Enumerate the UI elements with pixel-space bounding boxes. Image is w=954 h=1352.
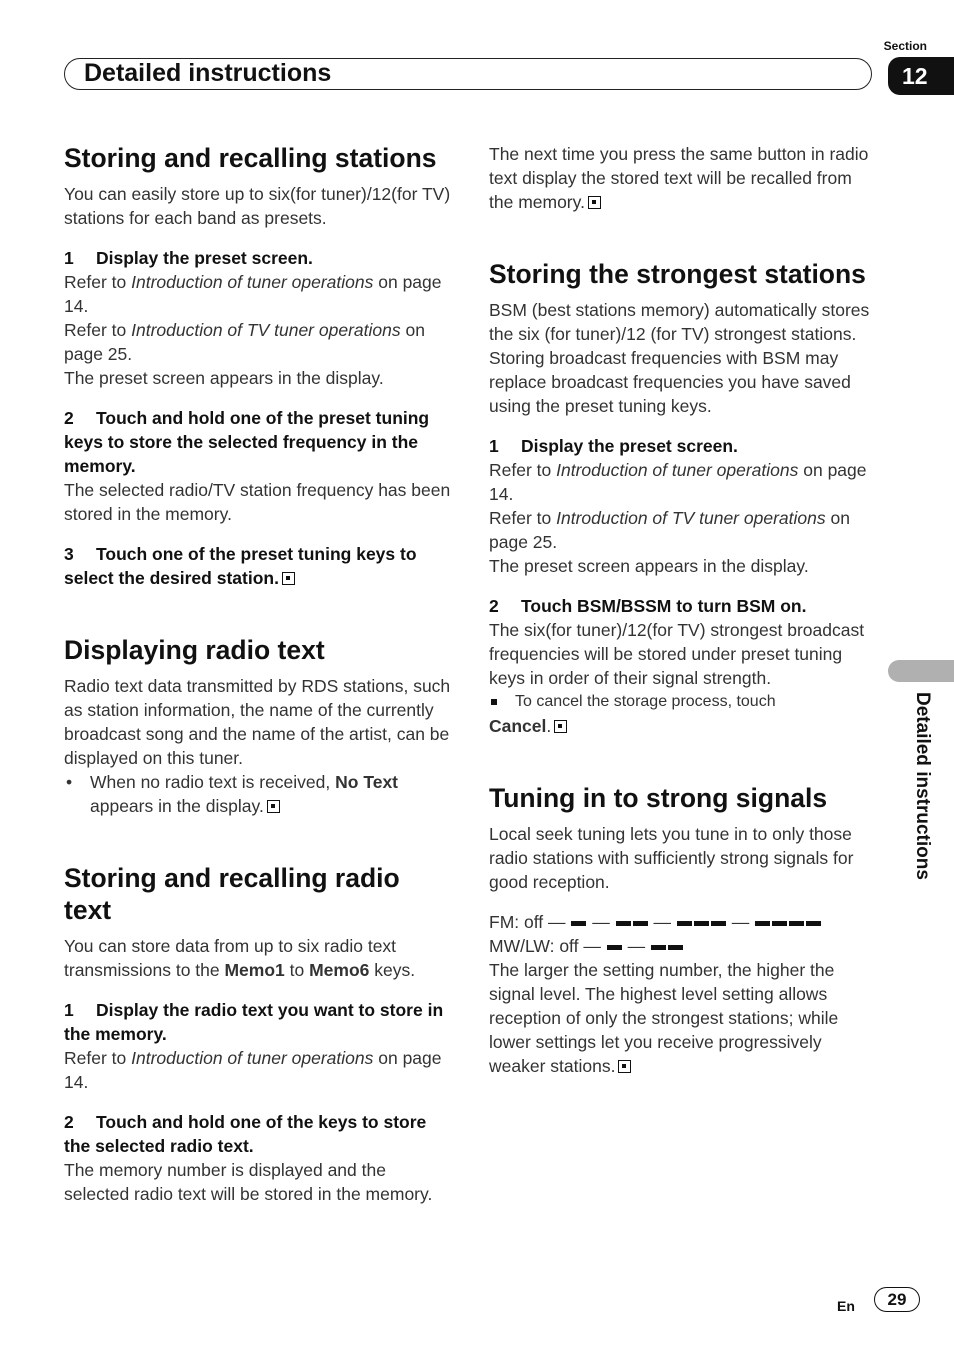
side-tab-marker xyxy=(888,660,954,682)
rtext-step-2-desc: The memory number is displayed and the selected radio text will be stored in the memory. xyxy=(64,1160,433,1204)
heading-displaying-radio-text: Displaying radio text xyxy=(64,635,325,665)
mw-levels: MW/LW: off — — xyxy=(489,934,879,958)
store-step-2-desc: The selected radio/TV station frequency has been stored in the memory. xyxy=(64,480,451,524)
bsm-cancel-note: To cancel the storage process, touch xyxy=(489,690,879,714)
store-step-1-ref-2: Refer to Introduction of TV tuner operations on page 25. xyxy=(64,320,425,364)
store-intro: You can easily store up to six(for tuner)/12(for TV) stations for each band as presets. xyxy=(64,184,451,228)
bsm-body-2: Storing broadcast frequencies with BSM may replace broadcast frequencies you have saved using the preset tuning keys. xyxy=(489,348,851,416)
end-mark-icon xyxy=(618,1060,631,1073)
bsm-step-1: 1 Display the preset screen. xyxy=(489,436,738,456)
continued-text: The next time you press the same button in radio text display the stored text will be recalled from the memory. xyxy=(489,144,869,212)
radio-body: Radio text data transmitted by RDS stations, such as station information, the name of the currently broadcast song and the name of the artist, can be displayed on this tuner. xyxy=(64,676,451,768)
strong-desc: The larger the setting number, the higher the signal level. The highest level setting allows reception of only the strongest stations; while lower settings let you receive progressively weaker stations. xyxy=(489,960,839,1076)
store-step-1-ref-1: Refer to Introduction of tuner operations on page 14. xyxy=(64,272,442,316)
rtext-step-2: 2 Touch and hold one of the keys to store the selected radio text. xyxy=(64,1112,427,1156)
end-mark-icon xyxy=(267,800,280,813)
fm-levels: FM: off — — — — xyxy=(489,910,879,934)
bsm-step-1-ref-2: Refer to Introduction of TV tuner operations on page 25. xyxy=(489,508,850,552)
left-column xyxy=(64,142,454,1206)
store-step-3: 3 Touch one of the preset tuning keys to select the desired station. xyxy=(64,544,417,588)
strong-body: Local seek tuning lets you tune in to only those radio stations with sufficiently strong signals for good reception. xyxy=(489,824,854,892)
bsm-step-2-desc: The six(for tuner)/12(for TV) strongest broadcast frequencies will be stored under preset tuning keys in order of their signal strength. xyxy=(489,620,865,688)
bsm-cancel-line: Cancel. xyxy=(489,714,879,738)
rtext-intro: You can store data from up to six radio text transmissions to the Memo1 to Memo6 keys. xyxy=(64,936,416,980)
bsm-body-1: BSM (best stations memory) automatically stores the six (for tuner)/12 (for TV) strongest stations. xyxy=(489,300,870,344)
right-column xyxy=(489,142,879,1078)
footer-language: En xyxy=(837,1298,855,1314)
rtext-step-1: 1 Display the radio text you want to store in the memory. xyxy=(64,1000,444,1044)
bsm-step-2: 2 Touch BSM/BSSM to turn BSM on. xyxy=(489,596,807,616)
section-number-badge xyxy=(888,57,954,95)
end-mark-icon xyxy=(588,196,601,209)
end-mark-icon xyxy=(554,720,567,733)
bsm-step-1-note: The preset screen appears in the display. xyxy=(489,556,809,576)
radio-bullet: • When no radio text is received, No Text appears in the display. xyxy=(64,770,454,818)
store-step-1: 1 Display the preset screen. xyxy=(64,248,313,268)
rtext-step-1-ref: Refer to Introduction of tuner operations on page 14. xyxy=(64,1048,442,1092)
section-label: Section xyxy=(883,39,927,53)
store-step-1-note: The preset screen appears in the display. xyxy=(64,368,384,388)
section-number: 12 xyxy=(902,62,928,89)
heading-storing-recalling-radio-text: Storing and recalling radio text xyxy=(64,863,400,925)
bsm-step-1-ref-1: Refer to Introduction of tuner operations on page 14. xyxy=(489,460,867,504)
side-tab-text: Detailed instructions xyxy=(912,692,933,880)
header-title: Detailed instructions xyxy=(84,59,332,87)
heading-storing-strongest-stations: Storing the strongest stations xyxy=(489,259,866,289)
end-mark-icon xyxy=(282,572,295,585)
heading-tuning-strong-signals: Tuning in to strong signals xyxy=(489,783,828,813)
store-step-2: 2 Touch and hold one of the preset tuning keys to store the selected frequency in the memory. xyxy=(64,408,430,476)
heading-storing-recalling-stations: Storing and recalling stations xyxy=(64,143,437,173)
page-number: 29 xyxy=(874,1287,920,1312)
